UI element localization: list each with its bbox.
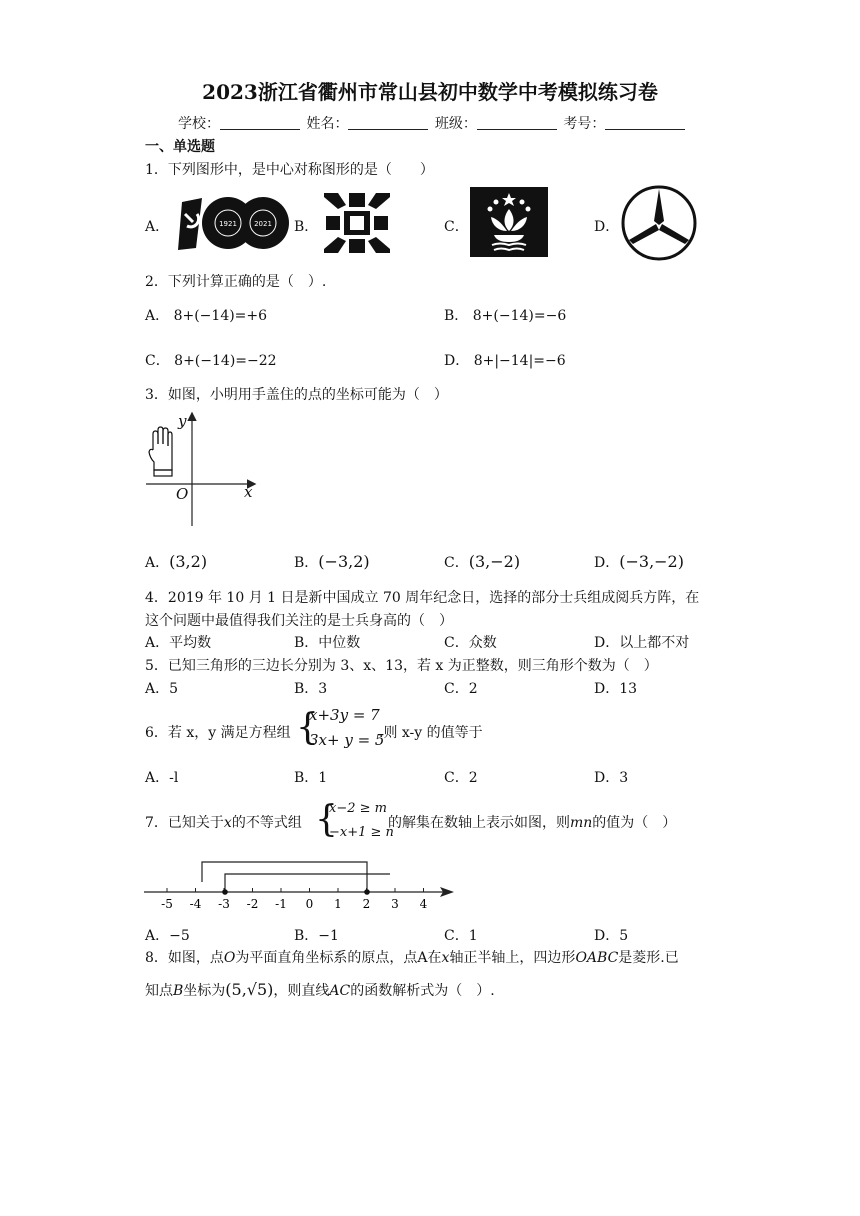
q8-text-1c: 在 (427, 950, 442, 966)
solid-point-left (222, 889, 228, 895)
q7-option-d: D．5 (594, 928, 629, 944)
q1-option-d-label: D． (594, 219, 620, 235)
q8-rhombus-name: OABC (575, 950, 619, 966)
question-4-stem-line2: 这个问题中最值得我们关注的是士兵身高的（ ） (145, 613, 453, 629)
q2-option-b (444, 305, 566, 325)
question-4-stem-line1: 4．2019 年 10 月 1 日是新中国成立 70 周年纪念日，选择的部分士兵组成阅兵方阵，在 (145, 590, 700, 606)
q4-option-b: B．中位数 (294, 635, 361, 651)
tick-label: -3 (218, 897, 230, 911)
school-blank[interactable] (220, 115, 300, 130)
q4-option-a: A．平均数 (145, 635, 212, 651)
solution-bracket-upper (202, 862, 367, 892)
q8-text-1d: 轴正半轴上，四边形 (449, 950, 576, 966)
question-5-stem: 5．已知三角形的三边长分别为 3、x、13，若 x 为正整数，则三角形个数为（ ） (145, 658, 658, 674)
q7-mn: mn (570, 815, 593, 831)
q8-point-a: A (417, 950, 428, 966)
tick-label: 0 (305, 897, 314, 911)
q6-equation-1: x+3y = 7 (309, 706, 380, 724)
solution-bracket-lower (225, 874, 390, 892)
q6-brace: { (296, 707, 319, 748)
question-1-stem: 1．下列图形中，是中心对称图形的是（ ） (145, 162, 434, 178)
pinwheel-emblem-icon (322, 189, 392, 257)
name-label: 姓名： (306, 116, 349, 132)
question-6-stem-pre: 6．若 x，y 满足方程组 (145, 725, 291, 741)
q4-option-c: C．众数 (444, 635, 497, 651)
question-7-stem (145, 812, 302, 832)
question-3-stem: 3．如图，小明用手盖住的点的坐标可能为（ ） (145, 387, 448, 403)
q7-option-b: B．−1 (294, 928, 339, 944)
q8-text-1b: 为平面直角坐标系的原点，点 (235, 950, 418, 966)
q7-brace: { (315, 799, 338, 840)
question-8-line1 (145, 947, 679, 967)
name-blank[interactable] (348, 115, 428, 130)
q7-var-x: x (223, 815, 232, 831)
class-blank[interactable] (477, 115, 557, 130)
tick-label: -2 (246, 897, 259, 911)
number-line-figure (140, 852, 460, 914)
q2-option-a-label: A． (145, 308, 170, 324)
q8-text-2d: 的函数解析式为（ ）. (350, 983, 495, 999)
q1-option-a-label: A． (145, 219, 170, 235)
q7-stem-mid: 的不等式组 (231, 815, 302, 831)
q8-text-1e: 是菱形.已 (618, 950, 679, 966)
origin-label: O (176, 485, 189, 503)
q8-line-ac: AC (329, 983, 351, 999)
question-7-stem-post (388, 812, 676, 832)
q6-equation-2: 3x+ y = 5 (309, 731, 385, 749)
q7-option-c: C．1 (444, 928, 478, 944)
three-pointed-star-logo-icon (620, 184, 698, 262)
tick-label: 1 (334, 897, 342, 911)
q6-option-a: A．-l (145, 770, 179, 786)
y-axis-label: y (178, 412, 187, 430)
q8-text-2a: 知点 (145, 983, 173, 999)
class-label: 班级： (434, 116, 477, 132)
tick-label: 4 (419, 897, 428, 911)
tick-label: 3 (391, 897, 399, 911)
macau-flag-icon (470, 187, 548, 257)
q7-option-a: A．−5 (145, 928, 190, 944)
tick-label: 2 (362, 897, 371, 911)
question-6-stem-post: .则 x-y 的值等于 (379, 725, 483, 741)
q3-option-c-label: C． (444, 555, 469, 571)
q3-option-c (444, 552, 520, 572)
q2-option-c-label: C． (145, 353, 170, 369)
q8-x-axis: x (441, 950, 450, 966)
examno-blank[interactable] (605, 115, 685, 130)
q3-option-a-expr: (3,2) (169, 552, 208, 571)
tick-label: -5 (161, 897, 173, 911)
q5-option-d: D．13 (594, 681, 638, 697)
solid-point-right (364, 889, 370, 895)
q8-text-2b: 坐标为 (183, 983, 226, 999)
q3-option-d-label: D． (594, 555, 620, 571)
x-axis-label: x (244, 483, 253, 501)
q3-option-b (294, 552, 370, 572)
q7-stem-pre: 7．已知关于 (145, 815, 224, 831)
q3-option-d (594, 552, 684, 572)
q3-option-a (145, 552, 207, 572)
q6-option-c: C．2 (444, 770, 478, 786)
q2-option-c (145, 350, 277, 370)
q3-option-b-expr: (−3,2) (318, 552, 370, 571)
q3-option-d-expr: (−3,−2) (619, 552, 684, 571)
q2-option-d (444, 350, 566, 370)
q3-option-c-expr: (3,−2) (468, 552, 521, 571)
tick-label: -1 (275, 897, 287, 911)
q2-option-c-expr: 8+(−14)=−22 (174, 353, 277, 369)
question-8-line2 (145, 980, 495, 1000)
examno-label: 考号： (563, 116, 606, 132)
page-title: 2023浙江省衢州市常山县初中数学中考模拟练习卷 (202, 80, 658, 104)
q6-option-d: D．3 (594, 770, 629, 786)
school-label: 学校： (178, 116, 220, 132)
q8-text-2c: ，则直线 (273, 983, 330, 999)
q6-option-b: B．1 (294, 770, 328, 786)
q5-option-c: C．2 (444, 681, 478, 697)
q7-stem-end: 的值为（ ） (592, 815, 677, 831)
q2-option-a-expr: 8+(−14)=+6 (173, 308, 268, 324)
q2-option-d-expr: 8+|−14|=−6 (473, 353, 566, 369)
q2-option-a (145, 305, 267, 325)
q3-option-a-label: A． (145, 555, 170, 571)
q8-text-1a: 8．如图，点 (145, 950, 224, 966)
q5-option-a: A．5 (145, 681, 179, 697)
q5-option-b: B．3 (294, 681, 328, 697)
q8-coordinate: (5,√5) (225, 980, 274, 999)
logo-text-2021: 2021 (254, 220, 272, 228)
exam-info (178, 113, 687, 133)
q7-inequality-2: −x+1 ≥ n (329, 825, 394, 840)
q2-option-d-label: D． (444, 353, 470, 369)
q8-point-o: O (223, 950, 236, 966)
centenary-logo-icon (178, 192, 290, 254)
q8-point-b: B (173, 983, 184, 999)
q1-option-b-label: B． (294, 219, 319, 235)
q2-option-b-label: B． (444, 308, 469, 324)
coordinate-hand-figure (140, 408, 265, 530)
q2-option-b-expr: 8+(−14)=−6 (472, 308, 567, 324)
question-2-stem: 2．下列计算正确的是（ ）. (145, 274, 327, 290)
logo-text-1921: 1921 (219, 220, 237, 228)
tick-label: -4 (189, 897, 202, 911)
q1-option-c-label: C． (444, 219, 469, 235)
hand-icon (149, 427, 172, 476)
q4-option-d: D．以上都不对 (594, 635, 690, 651)
q7-stem-post: 的解集在数轴上表示如图，则 (388, 815, 570, 831)
section-heading: 一、单选题 (145, 139, 215, 155)
q3-option-b-label: B． (294, 555, 319, 571)
q7-inequality-1: x−2 ≥ m (329, 801, 387, 816)
